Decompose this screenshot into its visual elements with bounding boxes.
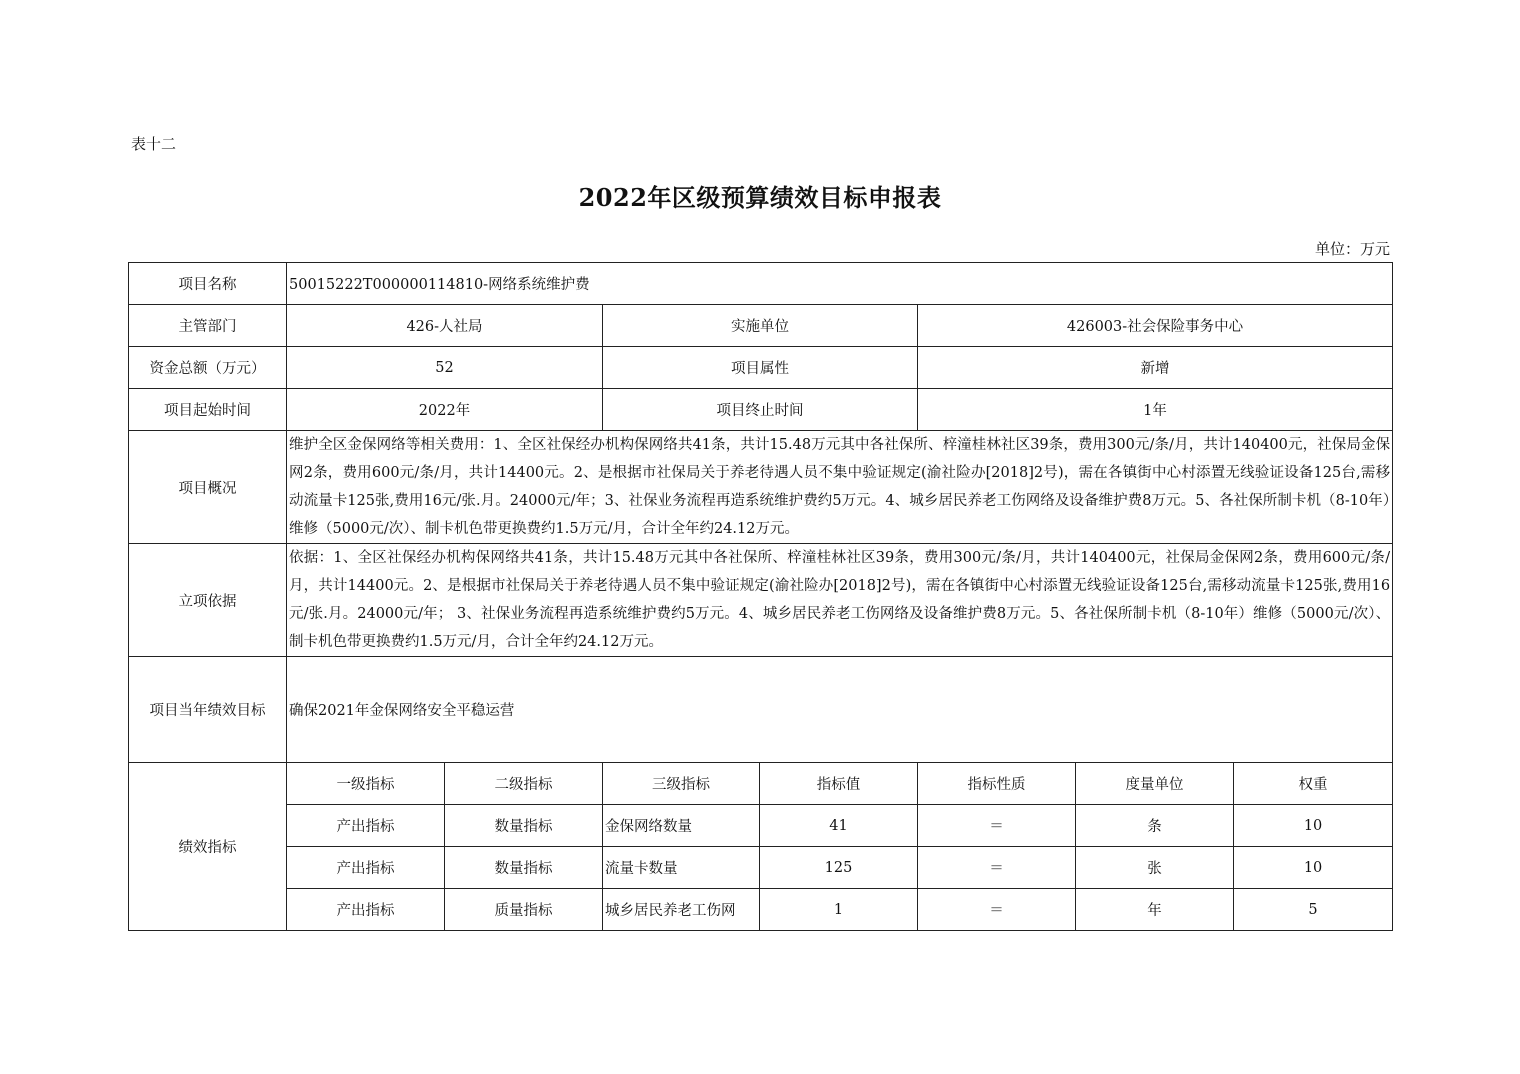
row-funds <box>129 347 1393 389</box>
indicator-level3: 金保网络数量 <box>603 805 760 847</box>
end-time-value: 1年 <box>918 389 1393 431</box>
total-funds-label: 资金总额（万元） <box>129 347 287 389</box>
header-level2: 二级指标 <box>445 763 603 805</box>
table-number-label: 表十二 <box>131 135 177 153</box>
indicator-level1: 产出指标 <box>287 847 445 889</box>
row-goal <box>129 657 1393 763</box>
indicator-level1: 产出指标 <box>287 889 445 931</box>
project-name-label: 项目名称 <box>129 263 287 305</box>
indicator-nature: ＝ <box>918 847 1076 889</box>
indicator-nature: ＝ <box>918 805 1076 847</box>
performance-target-table <box>128 262 1393 931</box>
basis-text: 依据：1、全区社保经办机构保网络共41条，共计15.48万元其中各社保所、梓潼桂林社区39条，费用300元/条/月，共计140400元，社保局金保网2条，费用600元/条/月，共计14400元。2、是根据市社保局关于养老待遇人员不集中验证规定(渝社险办[2018]2号)，需在各镇街中心村添置无线验证设备125台,需移动流量卡125张,费用16元/张.月。24000元/年； 3、社保业务流程再造系统维护费约5万元。4、城乡居民养老工伤网络及设备维护费8万元。5、各社保所制卡机（8-10年）维修（5000元/次）、制卡机色带更换费约1.5万元/月，合计全年约24.12万元。 <box>287 544 1393 657</box>
header-value: 指标值 <box>760 763 918 805</box>
department-label: 主管部门 <box>129 305 287 347</box>
end-time-label: 项目终止时间 <box>603 389 918 431</box>
goal-label: 项目当年绩效目标 <box>129 657 287 763</box>
table-row <box>129 847 1393 889</box>
header-level1: 一级指标 <box>287 763 445 805</box>
indicator-level1: 产出指标 <box>287 805 445 847</box>
row-department <box>129 305 1393 347</box>
overview-text: 维护全区金保网络等相关费用：1、全区社保经办机构保网络共41条，共计15.48万元其中各社保所、梓潼桂林社区39条，费用300元/条/月，共计140400元，社保局金保网2条，费用600元/条/月，共计14400元。2、是根据市社保局关于养老待遇人员不集中验证规定(渝社险办[2018]2号)，需在各镇街中心村添置无线验证设备125台,需移动流量卡125张,费用16元/张.月。24000元/年；3、社保业务流程再造系统维护费约5万元。4、城乡居民养老工伤网络及设备维护费8万元。5、各社保所制卡机（8-10年）维修（5000元/次）、制卡机色带更换费约1.5万元/月，合计全年约24.12万元。 <box>287 431 1393 544</box>
indicator-level2: 数量指标 <box>445 805 603 847</box>
indicator-value: 1 <box>760 889 918 931</box>
row-project-name <box>129 263 1393 305</box>
indicator-value: 41 <box>760 805 918 847</box>
indicator-weight: 10 <box>1234 805 1393 847</box>
implementing-unit-label: 实施单位 <box>603 305 918 347</box>
indicator-unit: 年 <box>1076 889 1234 931</box>
indicator-header-row <box>129 763 1393 805</box>
indicator-weight: 10 <box>1234 847 1393 889</box>
project-attribute-label: 项目属性 <box>603 347 918 389</box>
total-funds-value: 52 <box>287 347 603 389</box>
indicator-unit: 条 <box>1076 805 1234 847</box>
header-weight: 权重 <box>1234 763 1393 805</box>
indicators-label: 绩效指标 <box>129 763 287 931</box>
indicator-level3: 流量卡数量 <box>603 847 760 889</box>
indicator-weight: 5 <box>1234 889 1393 931</box>
indicator-level2: 数量指标 <box>445 847 603 889</box>
row-dates <box>129 389 1393 431</box>
document-title: 2022年区级预算绩效目标申报表 <box>578 183 942 212</box>
goal-text: 确保2021年金保网络安全平稳运营 <box>287 657 1393 763</box>
overview-label: 项目概况 <box>129 431 287 544</box>
header-level3: 三级指标 <box>603 763 760 805</box>
project-name-value: 50015222T000000114810-网络系统维护费 <box>287 263 1393 305</box>
table-row <box>129 805 1393 847</box>
indicator-level3: 城乡居民养老工伤网 <box>603 889 760 931</box>
start-time-label: 项目起始时间 <box>129 389 287 431</box>
unit-label: 单位：万元 <box>1314 240 1390 258</box>
row-basis <box>129 544 1393 657</box>
indicator-level2: 质量指标 <box>445 889 603 931</box>
indicator-value: 125 <box>760 847 918 889</box>
implementing-unit-value: 426003-社会保险事务中心 <box>918 305 1393 347</box>
indicator-nature: ＝ <box>918 889 1076 931</box>
row-overview <box>129 431 1393 544</box>
start-time-value: 2022年 <box>287 389 603 431</box>
indicator-unit: 张 <box>1076 847 1234 889</box>
basis-label: 立项依据 <box>129 544 287 657</box>
department-value: 426-人社局 <box>287 305 603 347</box>
header-nature: 指标性质 <box>918 763 1076 805</box>
table-row <box>129 889 1393 931</box>
header-unit: 度量单位 <box>1076 763 1234 805</box>
project-attribute-value: 新增 <box>918 347 1393 389</box>
